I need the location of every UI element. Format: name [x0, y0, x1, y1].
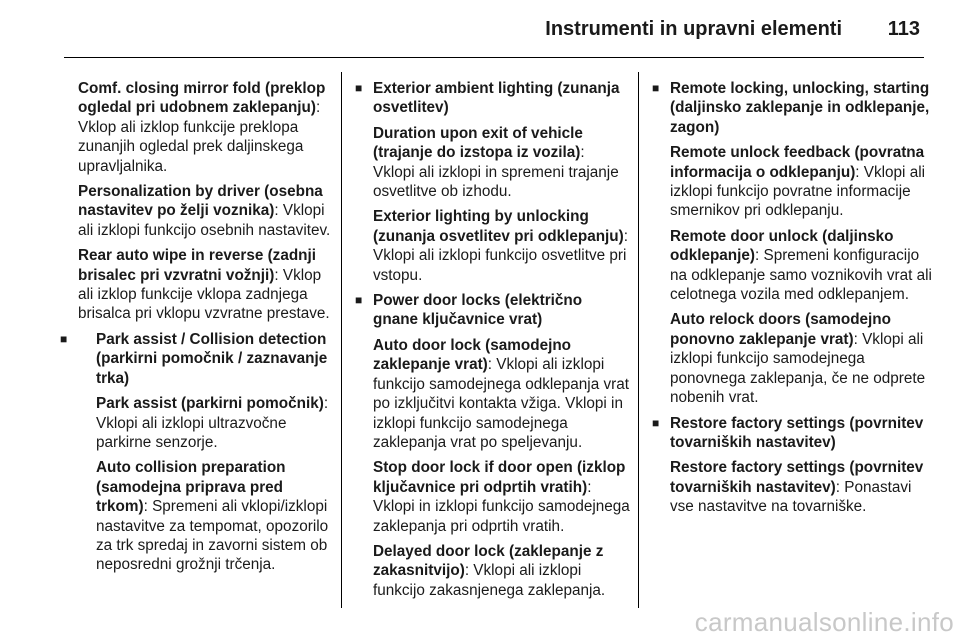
entry-paragraph [60, 182, 332, 240]
entry-paragraph [373, 542, 630, 600]
item-title: Power door locks (električno gnane ključavnice vrat) [373, 292, 583, 329]
entry-paragraph [60, 79, 332, 176]
bullet-icon: ■ [652, 415, 660, 430]
settings-item [60, 79, 332, 324]
entry-text: : Vklop ali izklop funkcije vklopa zadnjega brisalca pri vklopu vzvratne prestave. [78, 266, 330, 323]
settings-item [60, 330, 332, 575]
column-divider [341, 72, 342, 608]
entry-title: Park assist (parkirni pomočnik) [96, 395, 324, 413]
entry-title: Personalization by driver (osebna nastavitev po želji voznika) [78, 183, 323, 220]
entry-title: Delayed door lock (zaklepanje z zakasnitvijo) [373, 542, 604, 580]
entry-text: : Vklopi ali izklopi funkcijo osebnih nastavitev. [78, 202, 331, 239]
entry-text: : Vklopi ali izklopi in spremeni trajanje osvetlitve ob izhodu. [373, 144, 619, 201]
entry-paragraph [670, 143, 932, 221]
bullet-icon: ■ [60, 331, 68, 346]
entry-title: Remote unlock feedback (povratna informacija o odklepanju) [670, 144, 925, 181]
header-title: Instrumenti in upravni elementi [545, 18, 842, 40]
entry-text: : Vklopi ali izklopi funkcijo samodejnega odklepanja vrat po izključitvi kontakta vžiga. Vklopi in izklopi funkcijo samodejnega zaklepanja vrat po speljevanju. [373, 356, 629, 451]
entry-text: : Ponastavi vse nastavitve na tovarniške. [670, 478, 912, 516]
entry-paragraph [373, 124, 630, 202]
entry-title: Auto door lock (samodejno zaklepanje vrat) [373, 336, 572, 374]
settings-item [652, 414, 932, 517]
page-header [0, 0, 960, 60]
text-column-1 [60, 79, 332, 581]
entry-paragraph [670, 310, 932, 407]
settings-item [355, 79, 630, 285]
bullet-icon: ■ [355, 293, 363, 308]
entry-text: : Vklop ali izklop funkcije preklopa zunanjih ogledal prek daljinskega upravljalnika. [78, 99, 321, 175]
bullet-icon: ■ [355, 81, 363, 95]
header-divider [64, 57, 924, 58]
entry-text: : Vklopi ali izklopi funkcijo povratne informacije smernikov pri odklepanju. [670, 163, 926, 220]
entry-text: : Vklopi in izklopi funkcijo samodejnega zaklepanja pri odprtih vratih. [373, 478, 630, 535]
bullet-icon: ■ [652, 81, 660, 95]
page-number: 113 [887, 18, 920, 40]
text-column-3 [652, 79, 932, 523]
entry-title: Comf. closing mirror fold (preklop ogledal pri udobnem zaklepanju) [78, 80, 326, 117]
entry-paragraph [78, 458, 332, 574]
entry-title: Auto relock doors (samodejno ponovno zaklepanje vrat) [670, 311, 891, 348]
item-title: Restore factory settings (povrnitev tovarniških nastavitev) [670, 414, 924, 451]
item-title: Park assist / Collision detection (parkirni pomočnik / zaznavanje trka) [96, 330, 328, 387]
entry-paragraph [670, 227, 932, 305]
entry-paragraph [373, 336, 630, 452]
entry-title: Exterior lighting by unlocking (zunanja osvetlitev pri odklepanju) [373, 208, 624, 245]
entry-text: : Vklopi ali izklopi funkcijo osvetlitve pri vstopu. [373, 227, 628, 284]
entry-paragraph [373, 207, 630, 285]
entry-paragraph [60, 246, 332, 324]
entry-text: : Vklopi ali izklopi ultrazvočne parkirne senzorje. [96, 395, 329, 451]
entry-paragraph [670, 458, 932, 516]
entry-title: Auto collision preparation (samodejna priprava pred trkom) [96, 459, 286, 516]
entry-title: Remote door unlock (daljinsko odklepanje) [670, 227, 894, 265]
entry-text: : Vklopi ali izklopi funkcijo zakasnjenega zaklepanja. [373, 562, 606, 599]
settings-item [652, 79, 932, 408]
entry-title: Duration upon exit of vehicle (trajanje do izstopa iz vozila) [373, 124, 583, 162]
text-column-2 [355, 79, 630, 606]
entry-title: Rear auto wipe in reverse (zadnji brisalec pri vzvratni vožnji) [78, 247, 317, 284]
entry-text: : Vklopi ali izklopi funkcijo samodejnega ponovnega zaklepanja, če ne odprete nobenih vrat. [670, 330, 926, 407]
column-divider [638, 72, 639, 608]
entry-title: Stop door lock if door open (izklop ključavnice pri odprtih vratih) [373, 459, 626, 496]
entry-paragraph [78, 394, 332, 452]
entry-text: : Spremeni konfiguracijo na odklepanje samo voznikovih vrat ali celotnega vozila med odklepanjem. [670, 247, 932, 304]
item-title: Remote locking, unlocking, starting (daljinsko zaklepanje in odklepanje, zagon) [670, 80, 930, 136]
entry-text: : Spremeni ali vklopi/izklopi nastavitve za tempomat, opozorilo za trk spredaj in zavorni sistem ob neposredni grožnji trčenja. [96, 498, 329, 574]
item-title: Exterior ambient lighting (zunanja osvetlitev) [373, 80, 620, 117]
entry-title: Restore factory settings (povrnitev tovarniških nastavitev) [670, 459, 924, 496]
settings-item [355, 291, 630, 600]
watermark: carmanualsonline.info [694, 607, 954, 637]
entry-paragraph [373, 458, 630, 536]
